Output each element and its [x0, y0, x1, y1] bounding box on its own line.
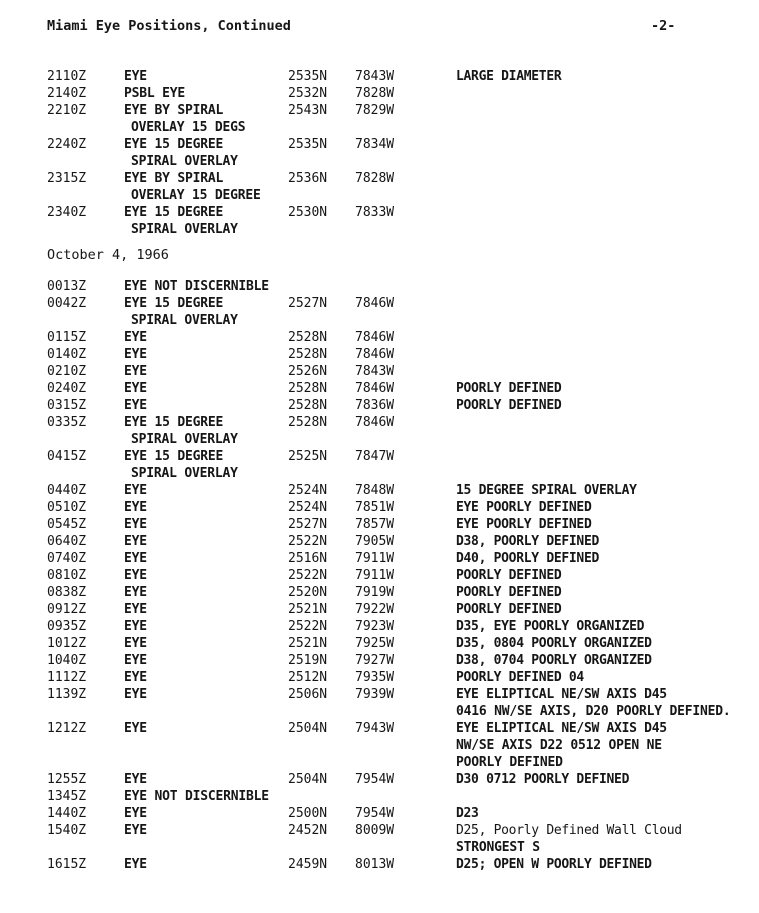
observation-type: EYE 15 DEGREE [124, 449, 224, 464]
observation-time: 0640Z [47, 534, 87, 549]
latitude: 2522N [288, 534, 328, 549]
observation-time: 2210Z [47, 103, 87, 118]
remark: POORLY DEFINED [456, 381, 562, 396]
longitude: 7843W [355, 69, 395, 84]
remark: POORLY DEFINED [456, 398, 562, 413]
remark: D23 [456, 806, 479, 821]
longitude: 7925W [355, 636, 395, 651]
observation-time: 0240Z [47, 381, 87, 396]
table-row [0, 533, 759, 550]
latitude: 2530N [288, 205, 328, 220]
table-row [0, 550, 759, 567]
observation-type: EYE [124, 670, 147, 685]
longitude: 8009W [355, 823, 395, 838]
latitude: 2535N [288, 137, 328, 152]
observation-type: EYE 15 DEGREE [124, 137, 224, 152]
remark: POORLY DEFINED [456, 568, 562, 583]
remark: D25, Poorly Defined Wall Cloud [456, 823, 682, 838]
observation-time: 0545Z [47, 517, 87, 532]
page-title: Miami Eye Positions, Continued [47, 18, 291, 34]
longitude: 7846W [355, 330, 395, 345]
latitude: 2512N [288, 670, 328, 685]
observation-time: 0510Z [47, 500, 87, 515]
observation-type: EYE [124, 381, 147, 396]
remark: EYE POORLY DEFINED [456, 517, 592, 532]
remark: D38, POORLY DEFINED [456, 534, 600, 549]
observation-time: 0335Z [47, 415, 87, 430]
observation-time: 1440Z [47, 806, 87, 821]
observation-type: EYE NOT DISCERNIBLE [124, 279, 269, 294]
longitude: 7954W [355, 806, 395, 821]
table-row [0, 380, 759, 397]
table-row [0, 601, 759, 618]
remark: D30 0712 POORLY DEFINED [456, 772, 630, 787]
latitude: 2452N [288, 823, 328, 838]
observation-type: EYE [124, 636, 147, 651]
table-row [0, 85, 759, 102]
table-row [0, 635, 759, 652]
observation-type: EYE [124, 500, 147, 515]
observation-time: 1012Z [47, 636, 87, 651]
observation-type: EYE [124, 364, 147, 379]
longitude: 7828W [355, 86, 395, 101]
observation-type: EYE BY SPIRAL [124, 171, 224, 186]
observation-time: 1212Z [47, 721, 87, 736]
table-row [0, 170, 759, 187]
remark-continued: 0416 NW/SE AXIS, D20 POORLY DEFINED. [456, 704, 731, 719]
observation-time: 0115Z [47, 330, 87, 345]
observation-time: 0315Z [47, 398, 87, 413]
table-row [0, 618, 759, 635]
observation-time: 2110Z [47, 69, 87, 84]
observation-type: PSBL EYE [124, 86, 186, 101]
observation-type-continued: SPIRAL OVERLAY [131, 466, 238, 481]
observation-type: EYE [124, 619, 147, 634]
observation-type: EYE [124, 772, 147, 787]
observation-type: EYE [124, 806, 147, 821]
observation-time: 0912Z [47, 602, 87, 617]
page-number: -2- [651, 18, 676, 34]
table-row [0, 448, 759, 465]
observation-type: EYE 15 DEGREE [124, 296, 224, 311]
observation-time: 1255Z [47, 772, 87, 787]
table-row [0, 363, 759, 380]
table-row [0, 669, 759, 686]
latitude: 2506N [288, 687, 328, 702]
observation-type: EYE [124, 653, 147, 668]
longitude: 7922W [355, 602, 395, 617]
remark: POORLY DEFINED [456, 585, 562, 600]
observation-type: EYE [124, 721, 147, 736]
remark-continued: STRONGEST S [456, 840, 540, 855]
table-row [0, 771, 759, 788]
longitude: 7846W [355, 415, 395, 430]
observation-type: EYE [124, 823, 147, 838]
observation-type: EYE [124, 602, 147, 617]
remark: 15 DEGREE SPIRAL OVERLAY [456, 483, 637, 498]
table-row [0, 329, 759, 346]
observation-time: 2340Z [47, 205, 87, 220]
date-heading: October 4, 1966 [47, 247, 169, 263]
longitude: 7923W [355, 619, 395, 634]
latitude: 2525N [288, 449, 328, 464]
observation-time: 1139Z [47, 687, 87, 702]
latitude: 2528N [288, 415, 328, 430]
longitude: 7939W [355, 687, 395, 702]
observation-time: 0415Z [47, 449, 87, 464]
latitude: 2521N [288, 636, 328, 651]
observation-time: 0740Z [47, 551, 87, 566]
table-row [0, 499, 759, 516]
table-row [0, 822, 759, 839]
remark: EYE ELIPTICAL NE/SW AXIS D45 [456, 721, 667, 736]
remark: POORLY DEFINED 04 [456, 670, 584, 685]
longitude: 7828W [355, 171, 395, 186]
longitude: 7911W [355, 568, 395, 583]
observation-type: EYE BY SPIRAL [124, 103, 224, 118]
remark: D35, EYE POORLY ORGANIZED [456, 619, 645, 634]
latitude: 2520N [288, 585, 328, 600]
observation-time: 1615Z [47, 857, 87, 872]
table-row [0, 584, 759, 601]
observation-type: EYE [124, 483, 147, 498]
longitude: 7834W [355, 137, 395, 152]
observation-type: EYE [124, 330, 147, 345]
longitude: 7905W [355, 534, 395, 549]
longitude: 7848W [355, 483, 395, 498]
observation-time: 0210Z [47, 364, 87, 379]
observation-time: 0140Z [47, 347, 87, 362]
remark: EYE ELIPTICAL NE/SW AXIS D45 [456, 687, 667, 702]
longitude: 7857W [355, 517, 395, 532]
observation-time: 2240Z [47, 137, 87, 152]
table-row [0, 397, 759, 414]
latitude: 2521N [288, 602, 328, 617]
observation-time: 1540Z [47, 823, 87, 838]
table-row [0, 516, 759, 533]
remark: D38, 0704 POORLY ORGANIZED [456, 653, 652, 668]
latitude: 2536N [288, 171, 328, 186]
longitude: 7935W [355, 670, 395, 685]
observation-type-continued: SPIRAL OVERLAY [131, 222, 238, 237]
observation-type-continued: OVERLAY 15 DEGREE [131, 188, 261, 203]
longitude: 7851W [355, 500, 395, 515]
table-row [0, 856, 759, 873]
latitude: 2459N [288, 857, 328, 872]
remark-continued: POORLY DEFINED [456, 755, 563, 770]
observation-type: EYE [124, 69, 147, 84]
latitude: 2528N [288, 347, 328, 362]
longitude: 8013W [355, 857, 395, 872]
remark: LARGE DIAMETER [456, 69, 562, 84]
longitude: 7846W [355, 296, 395, 311]
latitude: 2500N [288, 806, 328, 821]
observation-type: EYE [124, 857, 147, 872]
observation-type-continued: SPIRAL OVERLAY [131, 313, 238, 328]
observation-type: EYE [124, 551, 147, 566]
latitude: 2528N [288, 330, 328, 345]
remark: POORLY DEFINED [456, 602, 562, 617]
observation-time: 2140Z [47, 86, 87, 101]
longitude: 7829W [355, 103, 395, 118]
observation-type: EYE [124, 687, 147, 702]
latitude: 2527N [288, 517, 328, 532]
observation-time: 0042Z [47, 296, 87, 311]
table-row [0, 204, 759, 221]
longitude: 7927W [355, 653, 395, 668]
table-row [0, 788, 759, 805]
longitude: 7911W [355, 551, 395, 566]
observation-time: 1040Z [47, 653, 87, 668]
table-row [0, 102, 759, 119]
latitude: 2528N [288, 381, 328, 396]
table-row [0, 720, 759, 737]
observation-type: EYE [124, 347, 147, 362]
observation-type-continued: SPIRAL OVERLAY [131, 432, 238, 447]
observation-type: EYE [124, 517, 147, 532]
longitude: 7954W [355, 772, 395, 787]
longitude: 7833W [355, 205, 395, 220]
observation-type: EYE [124, 398, 147, 413]
observation-time: 1112Z [47, 670, 87, 685]
observation-type-continued: OVERLAY 15 DEGS [131, 120, 246, 135]
observation-type: EYE 15 DEGREE [124, 205, 224, 220]
latitude: 2522N [288, 619, 328, 634]
latitude: 2535N [288, 69, 328, 84]
longitude: 7846W [355, 381, 395, 396]
latitude: 2532N [288, 86, 328, 101]
table-row [0, 686, 759, 703]
table-row [0, 295, 759, 312]
observation-type: EYE NOT DISCERNIBLE [124, 789, 269, 804]
observation-type: EYE [124, 568, 147, 583]
longitude: 7847W [355, 449, 395, 464]
observation-type: EYE 15 DEGREE [124, 415, 224, 430]
observation-type: EYE [124, 534, 147, 549]
observation-time: 0440Z [47, 483, 87, 498]
longitude: 7943W [355, 721, 395, 736]
latitude: 2522N [288, 568, 328, 583]
observation-time: 1345Z [47, 789, 87, 804]
observation-time: 2315Z [47, 171, 87, 186]
latitude: 2519N [288, 653, 328, 668]
observation-time: 0935Z [47, 619, 87, 634]
remark-continued: NW/SE AXIS D22 0512 OPEN NE [456, 738, 662, 753]
table-row [0, 805, 759, 822]
observation-time: 0013Z [47, 279, 87, 294]
latitude: 2504N [288, 772, 328, 787]
latitude: 2516N [288, 551, 328, 566]
latitude: 2504N [288, 721, 328, 736]
latitude: 2543N [288, 103, 328, 118]
remark: D40, POORLY DEFINED [456, 551, 600, 566]
longitude: 7843W [355, 364, 395, 379]
table-row [0, 68, 759, 85]
latitude: 2524N [288, 483, 328, 498]
latitude: 2526N [288, 364, 328, 379]
table-row [0, 567, 759, 584]
observation-type: EYE [124, 585, 147, 600]
remark: D25; OPEN W POORLY DEFINED [456, 857, 652, 872]
table-row [0, 652, 759, 669]
longitude: 7846W [355, 347, 395, 362]
latitude: 2527N [288, 296, 328, 311]
latitude: 2528N [288, 398, 328, 413]
table-row [0, 346, 759, 363]
table-row [0, 482, 759, 499]
remark: EYE POORLY DEFINED [456, 500, 592, 515]
observation-time: 0838Z [47, 585, 87, 600]
observation-time: 0810Z [47, 568, 87, 583]
table-row [0, 136, 759, 153]
remark: D35, 0804 POORLY ORGANIZED [456, 636, 652, 651]
longitude: 7836W [355, 398, 395, 413]
longitude: 7919W [355, 585, 395, 600]
table-row [0, 414, 759, 431]
table-row [0, 278, 759, 295]
latitude: 2524N [288, 500, 328, 515]
observation-type-continued: SPIRAL OVERLAY [131, 154, 238, 169]
